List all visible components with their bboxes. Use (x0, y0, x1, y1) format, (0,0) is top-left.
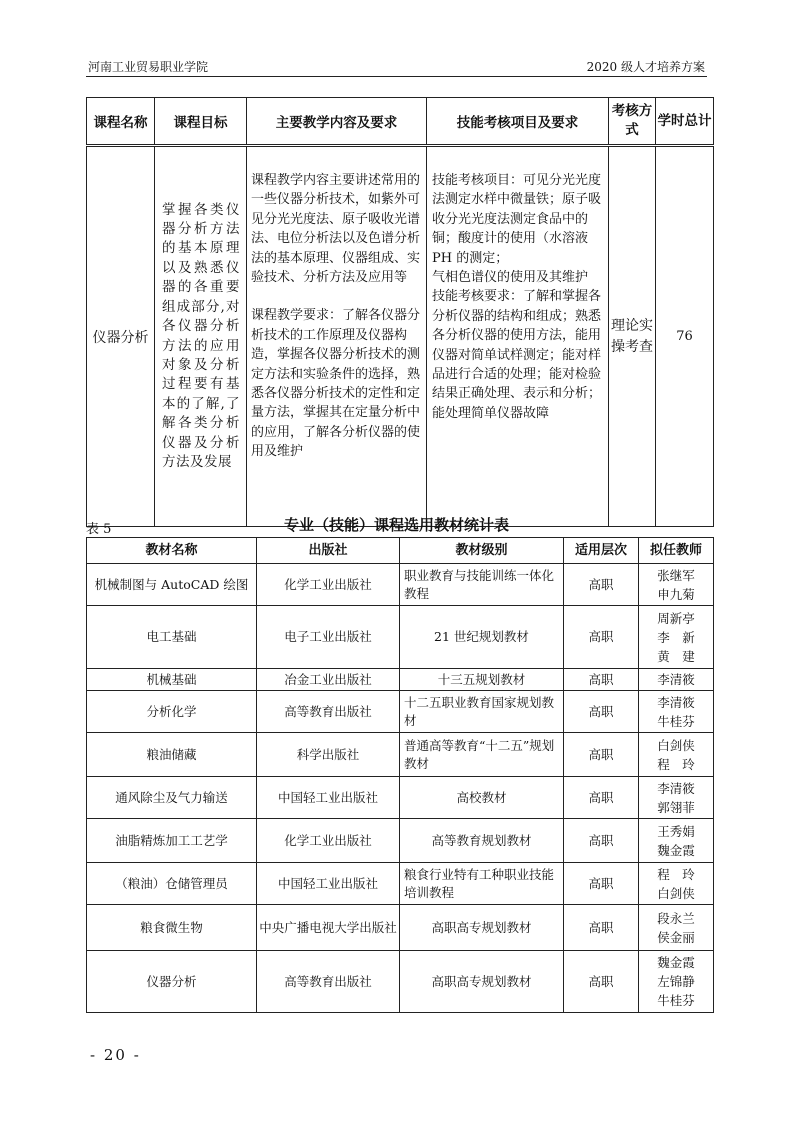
course-table-header-row (87, 98, 714, 146)
textbook-name: 油脂精炼加工工艺学 (87, 819, 257, 863)
course-content (247, 146, 427, 527)
textbook-name: 粮食微生物 (87, 905, 257, 951)
textbook-teachers (639, 819, 714, 863)
teacher-name: 王秀娟 (657, 823, 695, 839)
textbook-row (87, 905, 714, 951)
textbook-teachers (639, 669, 714, 691)
textbook-teachers (639, 606, 714, 669)
textbook-teachers (639, 863, 714, 905)
textbook-teachers (639, 691, 714, 733)
textbook-row (87, 669, 714, 691)
teacher-name: 程 玲 (657, 866, 695, 882)
header-applicable-tier: 适用层次 (564, 538, 639, 564)
header-assessment-method: 考核方式 (609, 98, 656, 146)
header-textbook-level: 教材级别 (400, 538, 564, 564)
textbook-table (86, 537, 714, 1013)
textbook-level: 普通高等教育“十二五”规划教材 (400, 733, 564, 777)
textbook-level: 高职高专规划教材 (400, 905, 564, 951)
textbook-level: 21 世纪规划教材 (400, 606, 564, 669)
textbook-name: （粮油）仓储管理员 (87, 863, 257, 905)
course-table (86, 97, 714, 527)
textbook-teachers (639, 951, 714, 1013)
course-skill-items-2: 气相色谱仪的使用及其维护 (432, 270, 589, 286)
page-number: - 20 - (90, 1046, 141, 1064)
course-row (87, 146, 714, 527)
header-skill-assessment: 技能考核项目及要求 (427, 98, 609, 146)
textbook-name: 仪器分析 (87, 951, 257, 1013)
textbook-publisher: 化学工业出版社 (257, 819, 400, 863)
course-content-para-1: 课程教学内容主要讲述常用的一些仪器分析技术，如紫外可见分光光度法、原子吸收光谱法、电位分析法以及色谱分析法的基本原理、仪器组成、实验技术、分析方法及应用等 (251, 173, 421, 286)
textbook-teachers (639, 733, 714, 777)
course-content-para-2: 课程教学要求：了解各仪器分析技术的工作原理及仪器构造，掌握各仪器分析技术的测定方法和实验条件的选择，熟悉各仪器分析技术的定性和定量方法，掌握其在定量分析中的应用，了解各分析仪器的使用及维护 (251, 308, 421, 460)
header-school-name: 河南工业贸易职业学院 (88, 60, 209, 74)
teacher-name: 李 新 (657, 629, 695, 645)
header-course-name: 课程名称 (87, 98, 155, 146)
course-skill-items: 技能考核项目：可见分光光度法测定水样中微量铁；原子吸收分光光度法测定食品中的铜；酸度计的使用（水溶液 PH 的测定； (432, 173, 602, 266)
textbook-row (87, 819, 714, 863)
header-course-goal: 课程目标 (155, 98, 247, 146)
header-rule (86, 76, 707, 77)
textbook-tier: 高职 (564, 564, 639, 606)
teacher-name: 牛桂芬 (657, 993, 695, 1008)
teacher-name: 魏金霞 (657, 955, 695, 970)
textbook-tier: 高职 (564, 905, 639, 951)
table-title: 专业（技能）课程选用教材统计表 (283, 516, 509, 534)
course-name: 仪器分析 (87, 146, 155, 527)
textbook-publisher: 高等教育出版社 (257, 951, 400, 1013)
textbook-publisher: 科学出版社 (257, 733, 400, 777)
textbook-level: 粮食行业特有工种职业技能培训教程 (400, 863, 564, 905)
textbook-row (87, 863, 714, 905)
header-total-hours: 学时总计 (656, 98, 714, 146)
textbook-publisher: 高等教育出版社 (257, 691, 400, 733)
textbook-level: 高等教育规划教材 (400, 819, 564, 863)
textbook-tier: 高职 (564, 733, 639, 777)
textbook-row (87, 777, 714, 819)
textbook-table-header-row (87, 538, 714, 564)
textbook-tier: 高职 (564, 777, 639, 819)
textbook-row (87, 564, 714, 606)
textbook-tier: 高职 (564, 819, 639, 863)
textbook-publisher: 中央广播电视大学出版社 (257, 905, 400, 951)
textbook-level: 十三五规划教材 (400, 669, 564, 691)
teacher-name: 牛桂芬 (657, 713, 695, 729)
textbook-name: 粮油储藏 (87, 733, 257, 777)
textbook-level: 高职高专规划教材 (400, 951, 564, 1013)
header-main-content: 主要教学内容及要求 (247, 98, 427, 146)
teacher-name: 郭翎菲 (657, 799, 695, 815)
textbook-level: 十二五职业教育国家规划教材 (400, 691, 564, 733)
textbook-row (87, 951, 714, 1013)
teacher-name: 段永兰 (657, 910, 695, 926)
teacher-name: 程 玲 (657, 756, 695, 772)
teacher-name: 李清筱 (657, 694, 695, 710)
textbook-name: 分析化学 (87, 691, 257, 733)
header-doc-title: 2020 级人才培养方案 (586, 60, 705, 74)
teacher-name: 黄 建 (657, 648, 695, 664)
textbook-publisher: 电子工业出版社 (257, 606, 400, 669)
teacher-name: 白剑侠 (657, 737, 695, 753)
textbook-level: 职业教育与技能训练一体化教程 (400, 564, 564, 606)
textbook-tier: 高职 (564, 606, 639, 669)
teacher-name: 左锦静 (657, 974, 695, 989)
textbook-name: 机械制图与 AutoCAD 绘图 (87, 564, 257, 606)
teacher-name: 李清筱 (657, 780, 695, 796)
teacher-name: 张继军 (657, 567, 695, 583)
textbook-level: 高校教材 (400, 777, 564, 819)
teacher-name: 周新亭 (657, 610, 695, 626)
textbook-teachers (639, 564, 714, 606)
textbook-row (87, 606, 714, 669)
textbook-row (87, 733, 714, 777)
teacher-name: 侯金丽 (657, 929, 695, 945)
course-assessment-method: 理论实操考查 (609, 146, 656, 527)
textbook-publisher: 冶金工业出版社 (257, 669, 400, 691)
textbook-tier: 高职 (564, 951, 639, 1013)
textbook-tier: 高职 (564, 863, 639, 905)
course-goal: 掌握各类仪器分析方法的基本原理以及熟悉仪器的各重要组成部分,对各仪器分析方法的应用对象及分析过程要有基本的了解,了解各类分析仪器及分析方法及发展 (155, 146, 247, 527)
header-teachers: 拟任教师 (639, 538, 714, 564)
textbook-tier: 高职 (564, 669, 639, 691)
textbook-name: 电工基础 (87, 606, 257, 669)
textbook-teachers (639, 905, 714, 951)
course-total-hours: 76 (656, 146, 714, 527)
textbook-row (87, 691, 714, 733)
table-number: 表 5 (86, 522, 112, 537)
textbook-table-body (87, 564, 714, 1013)
header-publisher: 出版社 (257, 538, 400, 564)
teacher-name: 魏金霞 (657, 842, 695, 858)
course-skill-requirements: 技能考核要求：了解和掌握各分析仪器的结构和组成；熟悉各分析仪器的使用方法，能用仪器对简单试样测定；能对样品进行合适的处理；能对检验结果正确处理、表示和分析；能处理简单仪器故障 (432, 289, 602, 421)
teacher-name: 白剑侠 (657, 885, 695, 901)
teacher-name: 李清筱 (657, 672, 695, 687)
textbook-teachers (639, 777, 714, 819)
header-textbook-name: 教材名称 (87, 538, 257, 564)
textbook-publisher: 化学工业出版社 (257, 564, 400, 606)
textbook-name: 通风除尘及气力输送 (87, 777, 257, 819)
teacher-name: 申九菊 (657, 586, 695, 602)
textbook-tier: 高职 (564, 691, 639, 733)
textbook-publisher: 中国轻工业出版社 (257, 863, 400, 905)
textbook-name: 机械基础 (87, 669, 257, 691)
textbook-publisher: 中国轻工业出版社 (257, 777, 400, 819)
course-skill (427, 146, 609, 527)
